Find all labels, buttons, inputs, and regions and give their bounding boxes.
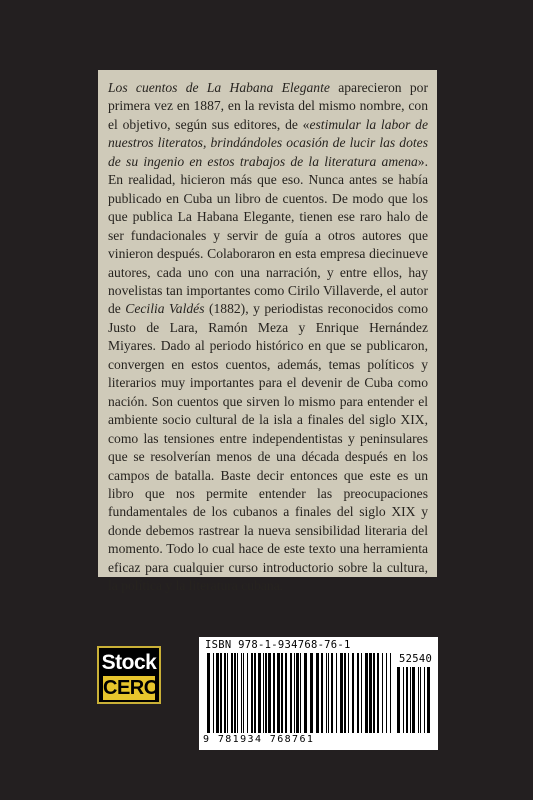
barcode-bar bbox=[390, 653, 391, 733]
barcode-bar bbox=[326, 653, 327, 733]
addon-barcode bbox=[397, 667, 433, 735]
barcode-bar bbox=[420, 667, 421, 733]
logo-bottom-text: CERO bbox=[103, 677, 159, 699]
barcode-bar bbox=[328, 653, 329, 733]
barcode-bar bbox=[316, 653, 319, 733]
publisher-logo bbox=[97, 646, 161, 704]
barcode-bar bbox=[344, 653, 346, 733]
barcode-bar bbox=[386, 653, 387, 733]
barcode-bar bbox=[258, 653, 261, 733]
barcode-bar bbox=[348, 653, 349, 733]
barcode-bar bbox=[265, 653, 267, 733]
ean13-barcode bbox=[207, 653, 397, 735]
barcode-bar bbox=[231, 653, 233, 733]
barcode-bar bbox=[241, 653, 242, 733]
barcode-bar bbox=[294, 653, 295, 733]
barcode-bar bbox=[247, 653, 248, 733]
barcode-bar bbox=[365, 653, 368, 733]
barcode-bar bbox=[281, 653, 283, 733]
barcode-bar bbox=[336, 653, 337, 733]
price-code: 52540 bbox=[399, 653, 433, 665]
barcode-bar bbox=[300, 653, 301, 733]
barcode-bar bbox=[369, 653, 372, 733]
barcode-bar bbox=[227, 653, 228, 733]
barcode-bar bbox=[207, 653, 210, 733]
barcode-bar bbox=[357, 653, 359, 733]
barcode-bar bbox=[410, 667, 411, 733]
barcode-bar bbox=[373, 653, 375, 733]
barcode-bar bbox=[254, 653, 256, 733]
barcode-bar bbox=[277, 653, 280, 733]
barcode-bar bbox=[273, 653, 275, 733]
barcode-bar bbox=[263, 653, 264, 733]
blurb-box bbox=[98, 70, 437, 594]
barcode-bar bbox=[382, 653, 383, 733]
barcode-bar bbox=[243, 653, 244, 733]
barcode-bar bbox=[321, 653, 323, 733]
barcode-bar bbox=[234, 653, 236, 733]
barcode-bar bbox=[418, 667, 419, 733]
barcode-bar bbox=[290, 653, 292, 733]
barcode-bar bbox=[216, 653, 219, 733]
barcode-bar bbox=[403, 667, 404, 733]
barcode-bar bbox=[412, 667, 415, 733]
barcode-bar bbox=[224, 653, 226, 733]
barcode-bar bbox=[237, 653, 238, 733]
barcode-box bbox=[199, 637, 438, 750]
barcode-bar bbox=[220, 653, 222, 733]
barcode-bar bbox=[424, 667, 425, 733]
logo-top-text: Stock bbox=[101, 651, 157, 674]
barcode-bar bbox=[406, 667, 408, 733]
barcode-bar bbox=[361, 653, 362, 733]
barcode-bar bbox=[285, 653, 287, 733]
barcode-bar bbox=[296, 653, 299, 733]
barcode-bar bbox=[331, 653, 333, 733]
barcode-bar bbox=[377, 653, 379, 733]
barcode-bar bbox=[340, 653, 343, 733]
back-cover-blurb: Los cuentos de La Habana Elegante aparecieron por primera vez en 1887, en la revista del mismo nombre, con el objetivo, según sus editores, de «estimular la labor de nuestros literatos, brindándoles ocasión de lucir las dotes de su ingenio en estos trabajos de la literatura amena». En realidad, hicieron más que eso. Nunca antes se había publicado en Cuba un libro de cuentos. De modo que los que publica La Habana Elegante, tienen ese raro halo de ser fundacionales y servir de guía a otros autores que vinieron después. Colaboraron en esta empresa diecinueve autores, cada uno con una narración, y entre ellos, hay novelistas tan importantes como Cirilo Villaverde, el autor de Cecilia Valdés (1882), y periodistas reconocidos como Justo de Lara, Ramón Meza y Enrique Hernández Miyares. Dado al periodo histórico en que se publicaron, convergen en estos cuentos, además, temas políticos y literarios muy importantes para el devenir de Cuba como nación. Son cuentos que sirven lo mismo para entender el ambiente socio cultural de la isla a finales del siglo XIX, como las tensiones entre independentistas y peninsulares que se resolverían menos de una década después en los campos de batalla. Baste decir entonces que este es un libro que nos permite entender las preocupaciones fundamentales de los cubanos a finales del siglo XIX y donde debemos rastrear la nueva sensibilidad literaria del momento. Todo lo cual hace de este texto una herramienta eficaz para cualquier curso introductorio sobre la cultura, la política y la literatura cubana. bbox=[108, 80, 429, 594]
isbn-label: ISBN 978-1-934768-76-1 bbox=[205, 639, 351, 651]
barcode-bar bbox=[251, 653, 253, 733]
barcode-bar bbox=[352, 653, 354, 733]
barcode-bar bbox=[397, 667, 400, 733]
barcode-bar bbox=[310, 653, 313, 733]
barcode-bar bbox=[304, 653, 307, 733]
ean-digits: 9 781934 768761 bbox=[203, 734, 315, 745]
barcode-bar bbox=[268, 653, 271, 733]
barcode-bar bbox=[213, 653, 214, 733]
barcode-bar bbox=[427, 667, 430, 733]
